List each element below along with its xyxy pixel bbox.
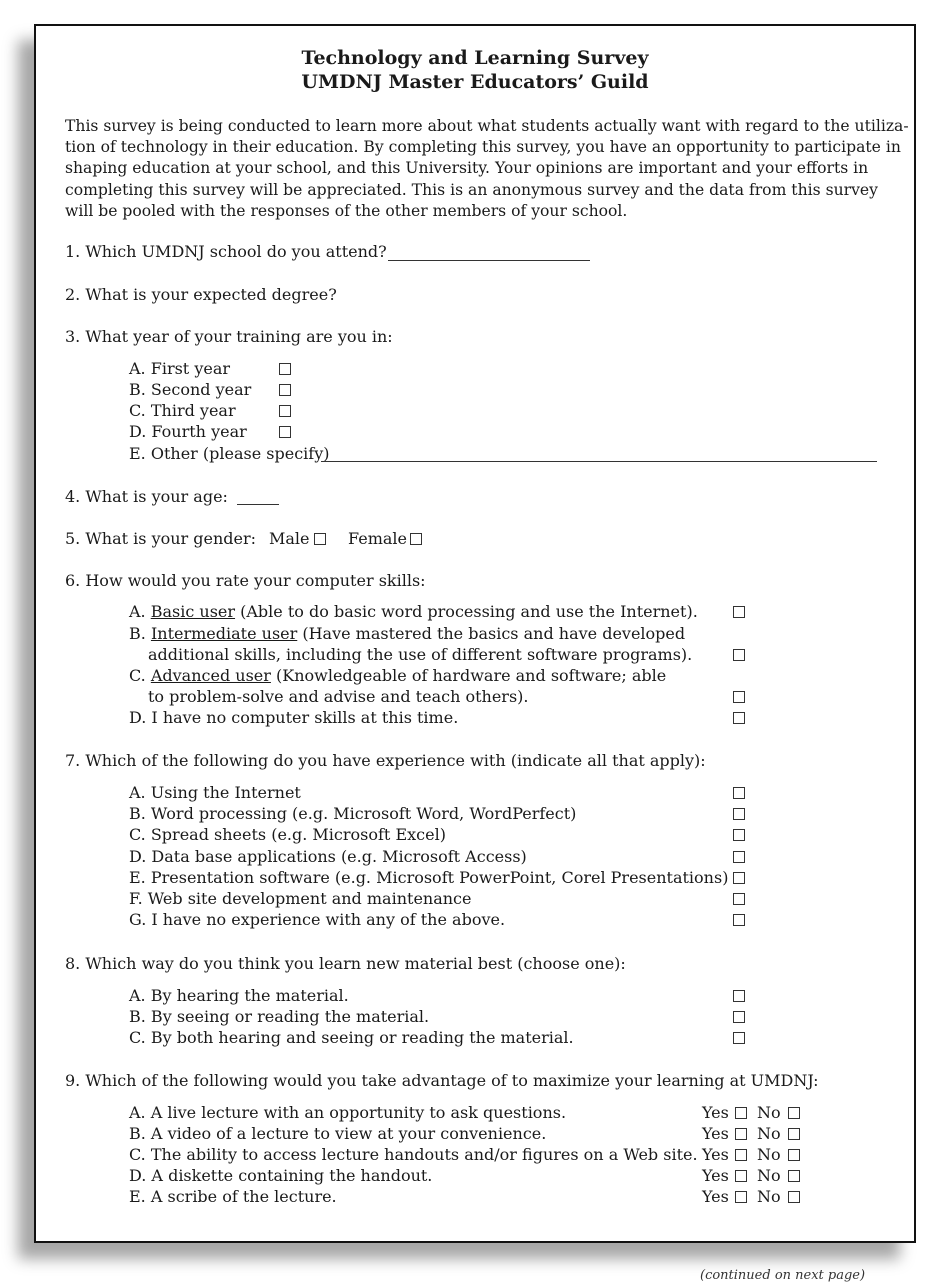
survey-page bbox=[34, 24, 916, 1243]
question-7: 7. Which of the following do you have experience with (indicate all that apply): bbox=[65, 751, 706, 770]
q8-checkbox[interactable] bbox=[733, 990, 745, 1002]
gender-female-checkbox[interactable] bbox=[410, 533, 422, 545]
no-label: No bbox=[757, 1103, 781, 1122]
q7-option: C. Spread sheets (e.g. Microsoft Excel) bbox=[129, 825, 446, 844]
q8-checkbox[interactable] bbox=[733, 1011, 745, 1023]
q3-checkbox[interactable] bbox=[279, 363, 291, 375]
yes-label: Yes bbox=[702, 1145, 729, 1164]
survey-title: Technology and Learning Survey bbox=[301, 47, 649, 69]
yes-label: Yes bbox=[702, 1187, 729, 1206]
q3-option: A. First year bbox=[129, 359, 231, 378]
q9-no-checkbox[interactable] bbox=[788, 1170, 800, 1182]
q9-yes-checkbox[interactable] bbox=[735, 1128, 747, 1140]
q8-checkbox[interactable] bbox=[733, 1032, 745, 1044]
question-3: 3. What year of your training are you in: bbox=[65, 327, 393, 346]
q7-option: G. I have no experience with any of the above. bbox=[129, 910, 506, 929]
q3-checkbox[interactable] bbox=[279, 426, 291, 438]
q7-checkbox[interactable] bbox=[733, 829, 745, 841]
q6-b-rest: (Have mastered the basics and have developed bbox=[297, 624, 686, 643]
q7-option: F. Web site development and maintenance bbox=[129, 889, 472, 908]
q3-checkbox[interactable] bbox=[279, 384, 291, 396]
q6-c-rest: (Knowledgeable of hardware and software; able bbox=[270, 666, 667, 685]
gender-female-label: Female bbox=[348, 529, 407, 548]
q9-yes-checkbox[interactable] bbox=[735, 1191, 747, 1203]
q7-checkbox[interactable] bbox=[733, 914, 745, 926]
q6-checkbox[interactable] bbox=[733, 649, 745, 661]
intro-line: will be pooled with the responses of the other members of your school. bbox=[65, 201, 628, 220]
q9-yes-checkbox[interactable] bbox=[735, 1107, 747, 1119]
question-6: 6. How would you rate your computer skills: bbox=[65, 571, 426, 590]
q6-c-term: Advanced user bbox=[150, 666, 271, 685]
q6-option-c bbox=[129, 666, 666, 686]
school-input-line[interactable] bbox=[388, 260, 590, 261]
q9-option: A. A live lecture with an opportunity to ask questions. bbox=[129, 1103, 567, 1122]
q6-option-d: D. I have no computer skills at this time. bbox=[129, 708, 459, 727]
q9-no-checkbox[interactable] bbox=[788, 1128, 800, 1140]
q6-checkbox[interactable] bbox=[733, 712, 745, 724]
continued-note: (continued on next page) bbox=[700, 1268, 866, 1283]
q9-yes-checkbox[interactable] bbox=[735, 1170, 747, 1182]
question-4: 4. What is your age: bbox=[65, 487, 228, 506]
question-2: 2. What is your expected degree? bbox=[65, 285, 337, 304]
q9-no-checkbox[interactable] bbox=[788, 1107, 800, 1119]
q8-option: C. By both hearing and seeing or reading the material. bbox=[129, 1028, 574, 1047]
q6-a-rest: (Able to do basic word processing and use the Internet). bbox=[235, 602, 698, 621]
question-9: 9. Which of the following would you take advantage of to maximize your learning at UMDNJ: bbox=[65, 1071, 819, 1090]
q6-option-b bbox=[129, 624, 685, 644]
yes-label: Yes bbox=[702, 1103, 729, 1122]
survey-subtitle: UMDNJ Master Educators’ Guild bbox=[301, 71, 649, 93]
yes-label: Yes bbox=[702, 1166, 729, 1185]
q9-option: D. A diskette containing the handout. bbox=[129, 1166, 433, 1185]
q7-checkbox[interactable] bbox=[733, 893, 745, 905]
no-label: No bbox=[757, 1187, 781, 1206]
question-5: 5. What is your gender: bbox=[65, 529, 257, 548]
q8-option: A. By hearing the material. bbox=[129, 986, 349, 1005]
q7-checkbox[interactable] bbox=[733, 851, 745, 863]
q9-yes-checkbox[interactable] bbox=[735, 1149, 747, 1161]
q6-checkbox[interactable] bbox=[733, 691, 745, 703]
question-8: 8. Which way do you think you learn new material best (choose one): bbox=[65, 954, 626, 973]
q7-checkbox[interactable] bbox=[733, 808, 745, 820]
q3-option-other: E. Other (please specify) bbox=[129, 444, 330, 463]
age-input-line[interactable] bbox=[237, 504, 279, 505]
intro-line: shaping education at your school, and this University. Your opinions are important and your efforts in bbox=[65, 159, 869, 178]
q7-option: A. Using the Internet bbox=[129, 783, 301, 802]
q9-option: B. A video of a lecture to view at your convenience. bbox=[129, 1124, 547, 1143]
q7-checkbox[interactable] bbox=[733, 872, 745, 884]
gender-male-checkbox[interactable] bbox=[314, 533, 326, 545]
no-label: No bbox=[757, 1124, 781, 1143]
intro-line: completing this survey will be appreciated. This is an anonymous survey and the data from this survey bbox=[65, 180, 878, 199]
q3-option: D. Fourth year bbox=[129, 422, 247, 441]
yes-label: Yes bbox=[702, 1124, 729, 1143]
q9-no-checkbox[interactable] bbox=[788, 1191, 800, 1203]
q7-option: D. Data base applications (e.g. Microsoft Access) bbox=[129, 847, 527, 866]
q6-checkbox[interactable] bbox=[733, 606, 745, 618]
q9-option: C. The ability to access lecture handouts and/or figures on a Web site. bbox=[129, 1145, 698, 1164]
q9-option: E. A scribe of the lecture. bbox=[129, 1187, 337, 1206]
intro-line: tion of technology in their education. By completing this survey, you have an opportunity to participate in bbox=[65, 138, 901, 157]
q9-no-checkbox[interactable] bbox=[788, 1149, 800, 1161]
q6-c-prefix: C. bbox=[129, 666, 151, 685]
question-1: 1. Which UMDNJ school do you attend? bbox=[65, 242, 387, 261]
q3-option: B. Second year bbox=[129, 380, 252, 399]
q3-checkbox[interactable] bbox=[279, 405, 291, 417]
gender-male-label: Male bbox=[269, 529, 310, 548]
q8-option: B. By seeing or reading the material. bbox=[129, 1007, 430, 1026]
q3-option: C. Third year bbox=[129, 401, 236, 420]
q6-a-prefix: A. bbox=[129, 602, 151, 621]
q7-option: E. Presentation software (e.g. Microsoft PowerPoint, Corel Presentations) bbox=[129, 868, 729, 887]
no-label: No bbox=[757, 1166, 781, 1185]
q7-checkbox[interactable] bbox=[733, 787, 745, 799]
q6-option-b-line2: additional skills, including the use of different software programs). bbox=[148, 645, 693, 664]
other-input-line[interactable] bbox=[321, 461, 877, 462]
no-label: No bbox=[757, 1145, 781, 1164]
q6-option-c-line2: to problem-solve and advise and teach others). bbox=[148, 687, 529, 706]
q6-a-term: Basic user bbox=[150, 602, 236, 621]
intro-line: This survey is being conducted to learn more about what students actually want with regard to the utiliza- bbox=[65, 117, 909, 135]
q6-b-term: Intermediate user bbox=[150, 624, 298, 643]
q6-b-prefix: B. bbox=[129, 624, 151, 643]
q6-option-a bbox=[129, 602, 698, 622]
q7-option: B. Word processing (e.g. Microsoft Word, WordPerfect) bbox=[129, 804, 577, 823]
intro-paragraph bbox=[65, 116, 909, 222]
